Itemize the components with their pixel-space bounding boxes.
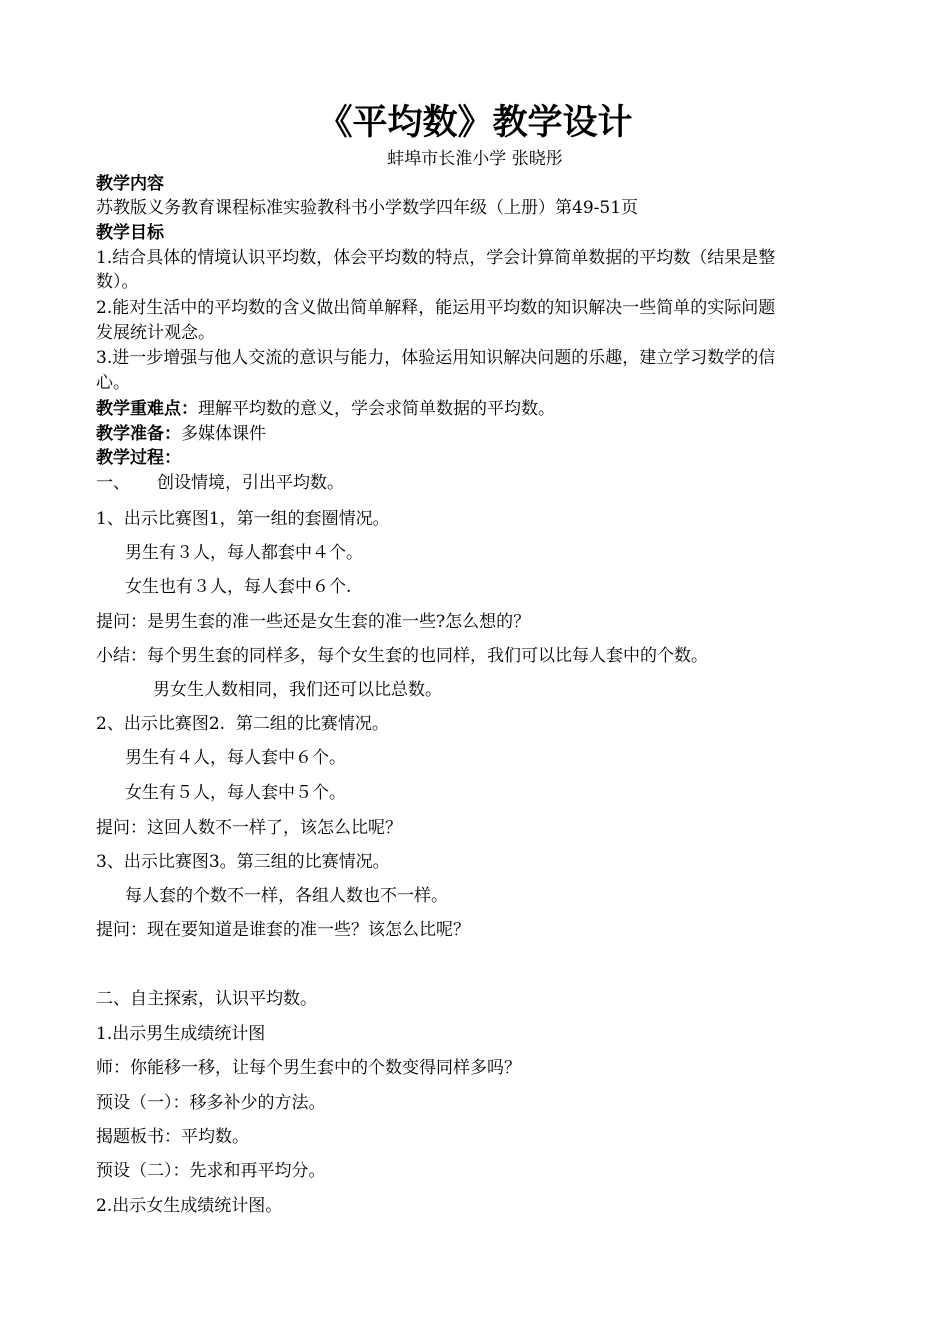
section-1-question: 提问：是男生套的准一些还是女生套的准一些?怎么想的？ <box>96 612 531 632</box>
goal-1-line-1: 1.结合具体的情境认识平均数，体会平均数的特点，学会计算简单数据的平均数（结果是整 <box>96 248 776 268</box>
section-2-preset-1: 预设（一）：移多补少的方法。 <box>96 1093 326 1113</box>
section-2-heading: 二、自主探索，认识平均数。 <box>96 989 317 1009</box>
goal-2-line-1: 2.能对生活中的平均数的含义做出简单解释，能运用平均数的知识解决一些简单的实际问题 <box>96 298 776 318</box>
section-1-girls-2: 女生有５人，每人套中５个。 <box>125 783 346 803</box>
section-1-item-2: 2、出示比赛图2. 第二组的比赛情况。 <box>96 714 389 734</box>
section-2-item-1: 1.出示男生成绩统计图 <box>96 1024 266 1044</box>
prep-label: 教学准备： <box>96 424 181 444</box>
section-1-item-3: 3、出示比赛图3。第三组的比赛情况。 <box>96 852 390 872</box>
content-heading: 教学内容 <box>96 174 164 194</box>
section-1-summary-cont: 男女生人数相同，我们还可以比总数。 <box>153 680 442 700</box>
keypoint-text: 理解平均数的意义，学会求简单数据的平均数。 <box>198 399 555 419</box>
document-title: 《平均数》教学设计 <box>317 103 633 143</box>
prep-line <box>96 422 876 446</box>
goal-2-line-2: 发展统计观念。 <box>96 323 215 343</box>
process-heading: 教学过程： <box>96 448 181 468</box>
section-1-summary: 小结：每个男生套的同样多，每个女生套的也同样，我们可以比每人套中的个数。 <box>96 646 708 666</box>
goals-heading: 教学目标 <box>96 223 164 243</box>
section-1-boys: 男生有３人，每人都套中４个。 <box>125 543 363 563</box>
section-2-teacher: 师：你能移一移，让每个男生套中的个数变得同样多吗？ <box>96 1058 521 1078</box>
section-1-girls: 女生也有３人，每人套中６个. <box>125 577 352 597</box>
goal-1-line-2: 数）。 <box>96 272 139 292</box>
section-1-boys-2: 男生有４人，每人套中６个。 <box>125 748 346 768</box>
goal-3-line-1: 3.进一步增强与他人交流的意识与能力，体验运用知识解决问题的乐趣，建立学习数学的信 <box>96 348 776 368</box>
section-2-board: 揭题板书：平均数。 <box>96 1127 249 1147</box>
section-1-item-1: 1、出示比赛图1，第一组的套圈情况。 <box>96 509 390 529</box>
author-line: 蚌埠市长淮小学 张晓彤 <box>387 149 563 169</box>
content-text: 苏教版义务教育课程标准实验教科书小学数学四年级（上册）第49-51页 <box>96 198 639 218</box>
prep-text: 多媒体课件 <box>181 424 266 444</box>
section-1-question-3: 提问：现在要知道是谁套的准一些？该怎么比呢？ <box>96 920 470 940</box>
keypoint-line <box>96 397 876 421</box>
goal-3-line-2: 心。 <box>96 373 130 393</box>
keypoint-label: 教学重难点： <box>96 399 198 419</box>
section-1-desc-3: 每人套的个数不一样，各组人数也不一样。 <box>125 886 448 906</box>
section-1-heading: 一、 创设情境，引出平均数。 <box>96 473 345 493</box>
section-2-preset-2: 预设（二）：先求和再平均分。 <box>96 1161 326 1181</box>
section-2-item-2: 2.出示女生成绩统计图。 <box>96 1196 283 1216</box>
section-1-question-2: 提问：这回人数不一样了，该怎么比呢？ <box>96 818 402 838</box>
